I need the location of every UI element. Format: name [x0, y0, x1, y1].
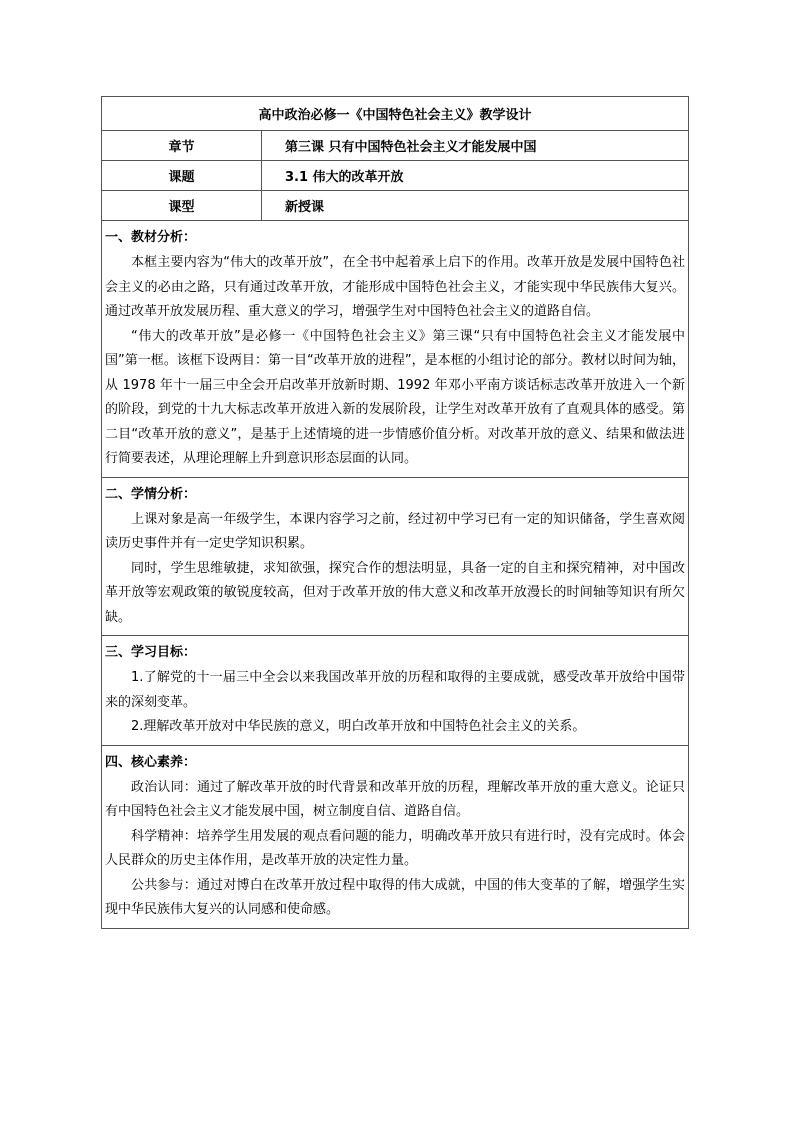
title-row [102, 97, 689, 131]
section-paragraph: 上课对象是高一年级学生，本课内容学习之前，经过初中学习已有一定的知识储备，学生喜欢阅读历史事件并有一定史学知识积累。 [105, 511, 686, 551]
section-paragraph: 本框主要内容为“伟大的改革开放”，在全书中起着承上启下的作用。改革开放是发展中国特色社会主义的必由之路，只有通过改革开放，才能形成中国特色社会主义，才能实现中华民族伟大复兴。通过改革开放发展历程、重大意义的学习，增强学生对中国特色社会主义的道路自信。 [105, 255, 686, 319]
section-paragraph: 政治认同：通过了解改革开放的时代背景和改革开放的历程，理解改革开放的重大意义。论证只有中国特色社会主义才能发展中国，树立制度自信、道路自信。 [105, 779, 686, 819]
lesson-plan-table [101, 96, 689, 929]
chapter-value: 第三课 只有中国特色社会主义才能发展中国 [262, 131, 689, 161]
section-textbook-analysis [102, 221, 689, 478]
section-heading: 二、学情分析： [105, 486, 197, 502]
topic-label: 课题 [102, 161, 262, 191]
section-heading: 四、核心素养： [105, 754, 197, 770]
section-learning-objectives [102, 636, 689, 746]
section-paragraph: 同时，学生思维敏捷，求知欲强，探究合作的想法明显，具备一定的自主和探究精神，对中国改革开放等宏观政策的敏锐度较高，但对于改革开放的伟大意义和改革开放漫长的时间轴等知识有所欠缺。 [105, 560, 686, 625]
topic-value: 3.1 伟大的改革开放 [262, 161, 689, 191]
section-paragraph: 公共参与：通过对博白在改革开放过程中取得的伟大成就，中国的伟大变革的了解，增强学生实现中华民族伟大复兴的认同感和使命感。 [105, 877, 686, 917]
lesson-type-value: 新授课 [262, 191, 689, 221]
section-paragraph: 2.理解改革开放对中华民族的意义，明白改革开放和中国特色社会主义的关系。 [131, 719, 586, 734]
section-heading: 一、教材分析： [105, 230, 197, 245]
info-row-chapter [102, 131, 689, 161]
section-core-competencies [102, 745, 689, 928]
lesson-type-label: 课型 [102, 191, 262, 221]
document-title: 高中政治必修一《中国特色社会主义》教学设计 [102, 97, 689, 131]
chapter-label: 章节 [102, 131, 262, 161]
info-row-lesson-type [102, 191, 689, 221]
section-student-analysis [102, 477, 689, 636]
info-row-topic [102, 161, 689, 191]
section-paragraph: 1.了解党的十一届三中全会以来我国改革开放的历程和取得的主要成就，感受改革开放给中国带来的深刻变革。 [105, 670, 686, 710]
section-paragraph: 科学精神：培养学生用发展的观点看问题的能力，明确改革开放只有进行时，没有完成时。体会人民群众的历史主体作用，是改革开放的决定性力量。 [105, 828, 686, 868]
section-paragraph: “伟大的改革开放”是必修一《中国特色社会主义》第三课“只有中国特色社会主义才能发展中国”第一框。该框下设两目：第一目“改革开放的进程”，是本框的小组讨论的部分。教材以时间为轴，从 1978 年十一届三中全会开启改革开放新时期、1992 年邓小平南方谈话标志改革开放进入一个新的阶段，到党的十九大标志改革开放进入新的发展阶段，让学生对改革开放有了直观具体的感受。第二目“改革开放的意义”，是基于上述情境的进一步情感价值分析。对改革开放的意义、结果和做法进行简要表述，从理论理解上升到意识形态层面的认同。 [105, 328, 686, 466]
section-heading: 三、学习目标： [105, 645, 197, 660]
